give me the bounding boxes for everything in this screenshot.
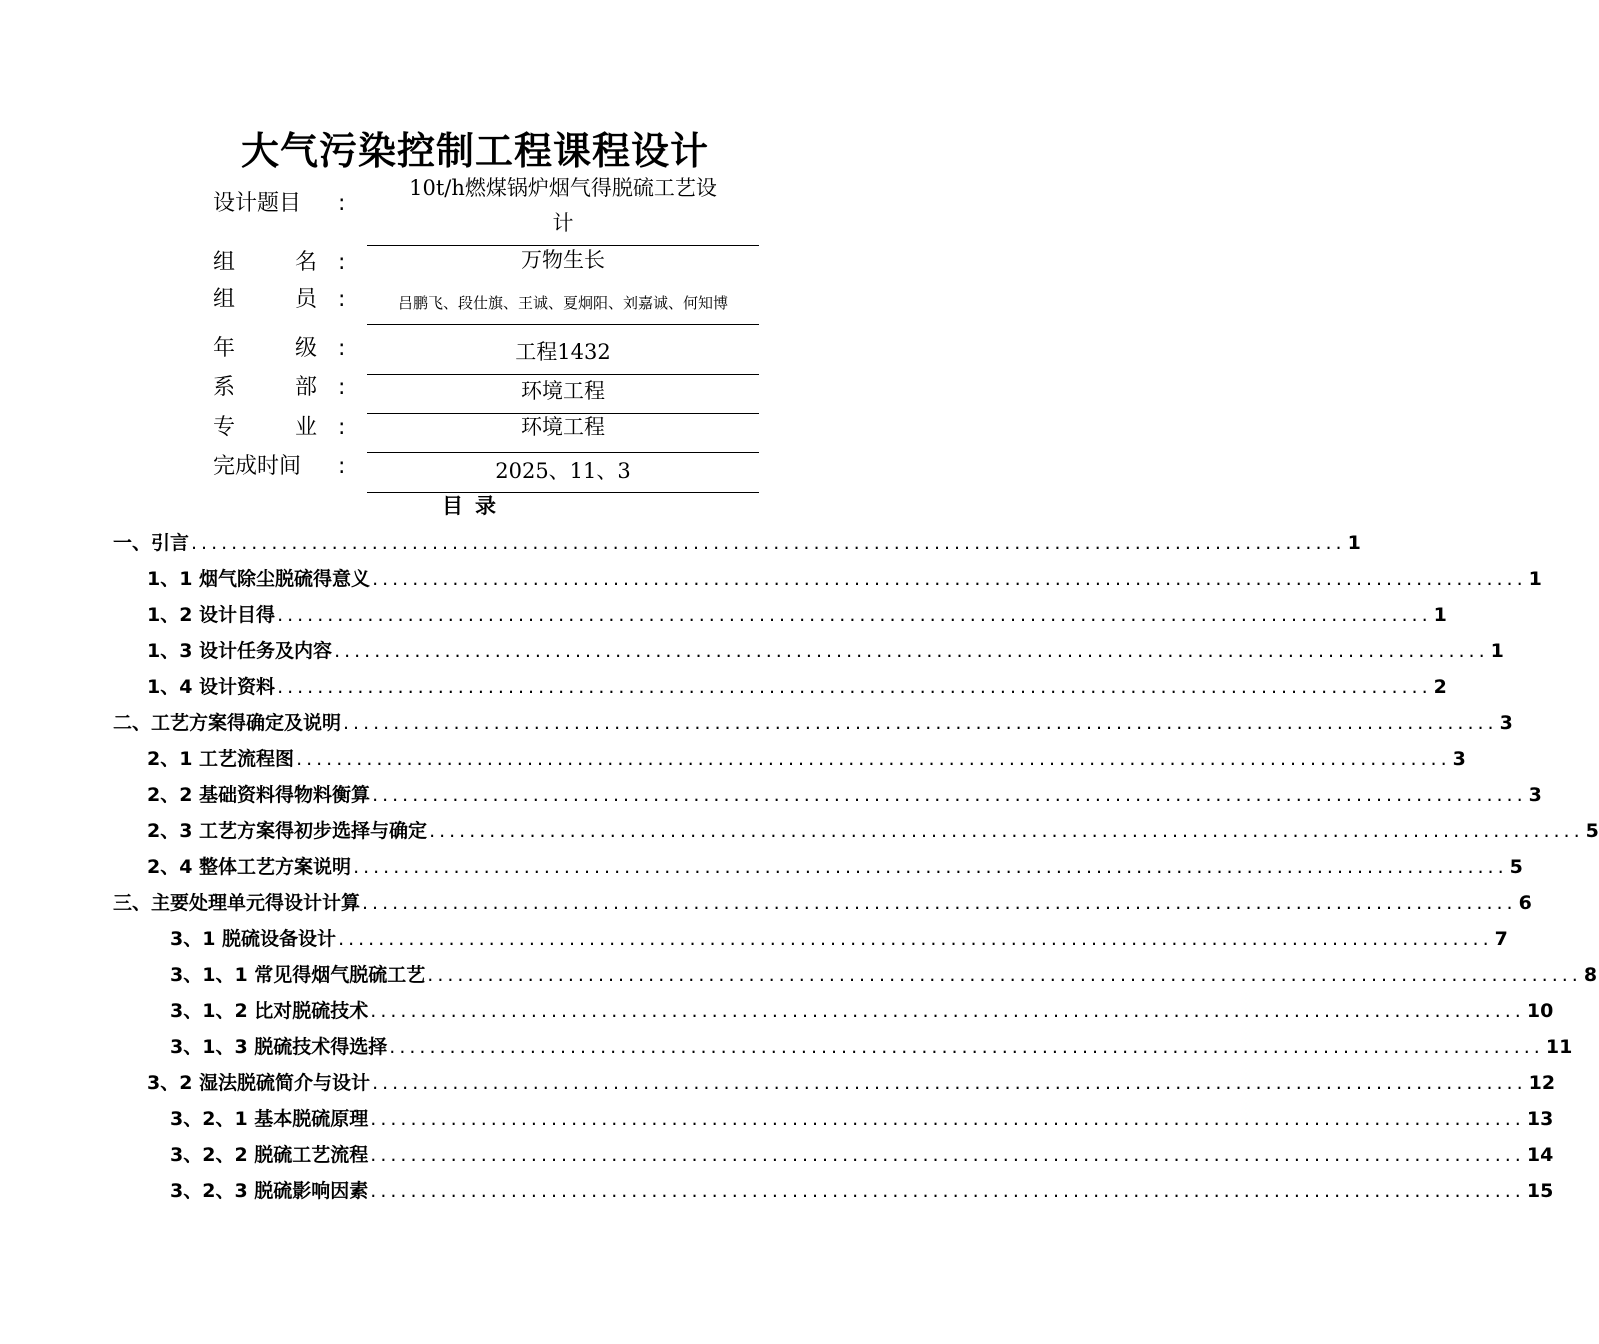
toc-entry-text: 2、3 工艺方案得初步选择与确定: [147, 820, 428, 842]
info-label-char: 级: [294, 336, 317, 361]
info-colon: :: [338, 191, 346, 216]
toc-leader-dots: ...................................................................................................................: [372, 1072, 1527, 1094]
toc-entry[interactable]: [147, 674, 1447, 700]
info-value-topic-line2: 计: [552, 211, 574, 235]
info-label-completion-time: [213, 447, 317, 487]
toc-leader-dots: ...................................................................................................................: [277, 676, 1432, 698]
toc-entry-page: 11: [1545, 1036, 1573, 1058]
info-value-major: 环境工程: [521, 415, 605, 439]
toc-entry[interactable]: [147, 854, 1523, 880]
document-title: 大气污染控制工程课程设计: [240, 129, 709, 173]
toc-entry[interactable]: [147, 818, 1599, 844]
toc-entry-text: 3、1、2 比对脱硫技术: [170, 1000, 369, 1022]
info-label-group-name: [213, 243, 317, 283]
info-label-char: 组: [213, 287, 236, 312]
info-label-text: 设计题目: [213, 191, 302, 216]
info-label-char: 员: [294, 287, 317, 312]
info-label-grade: [213, 329, 317, 369]
toc-entry-page: 3: [1499, 712, 1513, 734]
toc-leader-dots: ...................................................................................................................: [370, 1180, 1525, 1202]
toc-leader-dots: ...................................................................................................................: [277, 604, 1432, 626]
toc-entry-text: 3、2、2 脱硫工艺流程: [170, 1144, 369, 1166]
toc-entry-text: 1、2 设计目得: [147, 604, 276, 626]
toc-entry[interactable]: [147, 566, 1542, 592]
toc-leader-dots: ...................................................................................................................: [427, 964, 1582, 986]
info-value-topic-line1: 10t/h燃煤锅炉烟气得脱硫工艺设: [409, 176, 717, 200]
toc-entry-text: 3、2、3 脱硫影响因素: [170, 1180, 369, 1202]
toc-leader-dots: ...................................................................................................................: [372, 568, 1527, 590]
toc-entry-page: 12: [1528, 1072, 1556, 1094]
toc-entry-page: 7: [1494, 928, 1508, 950]
toc-entry[interactable]: [147, 782, 1542, 808]
info-label-major: [213, 408, 317, 448]
toc-entry-text: 一、引言: [113, 532, 190, 554]
toc-entry[interactable]: [170, 962, 1598, 988]
toc-leader-dots: ...................................................................................................................: [353, 856, 1508, 878]
info-value-members: 吕鹏飞、段仕旗、王诚、夏炯阳、刘嘉诚、何知博: [397, 294, 728, 312]
info-colon: :: [338, 375, 346, 400]
toc-entry-page: 8: [1583, 964, 1598, 986]
info-value-group-name: 万物生长: [521, 248, 605, 272]
toc-entry-text: 1、4 设计资料: [147, 676, 276, 698]
info-colon: :: [338, 250, 346, 275]
toc-entry-text: 3、1、3 脱硫技术得选择: [170, 1036, 388, 1058]
toc-entry[interactable]: [113, 710, 1513, 736]
info-label-text: 完成时间: [213, 454, 302, 479]
toc-leader-dots: ...................................................................................................................: [370, 1000, 1525, 1022]
info-label-char: 专: [213, 415, 236, 440]
toc-entry-text: 3、1、1 常见得烟气脱硫工艺: [170, 964, 426, 986]
info-label-char: 组: [213, 250, 236, 275]
toc-entry-page: 3: [1528, 784, 1542, 806]
toc-entry[interactable]: [113, 890, 1532, 916]
toc-entry-page: 2: [1433, 676, 1447, 698]
info-colon: :: [338, 287, 346, 312]
toc-entry-page: 15: [1526, 1180, 1554, 1202]
info-colon: :: [338, 415, 346, 440]
toc-entry-page: 3: [1452, 748, 1466, 770]
info-label-char: 年: [213, 336, 236, 361]
info-label-char: 系: [213, 375, 236, 400]
toc-entry[interactable]: [170, 1178, 1554, 1204]
toc-leader-dots: ...................................................................................................................: [372, 784, 1527, 806]
info-value-department: 环境工程: [521, 379, 605, 403]
toc-entry-page: 10: [1526, 1000, 1554, 1022]
toc-entry-text: 3、1 脱硫设备设计: [170, 928, 337, 950]
info-colon: :: [338, 336, 346, 361]
toc-leader-dots: ...................................................................................................................: [191, 532, 1346, 554]
toc-leader-dots: ...................................................................................................................: [334, 640, 1489, 662]
info-label-members: [213, 280, 317, 320]
toc-entry-text: 3、2 湿法脱硫简介与设计: [147, 1072, 371, 1094]
toc-entry[interactable]: [170, 1034, 1573, 1060]
toc-leader-dots: ...................................................................................................................: [389, 1036, 1544, 1058]
info-label-char: 业: [294, 415, 317, 440]
toc-entry-text: 三、主要处理单元得设计计算: [113, 892, 361, 914]
toc-entry-page: 6: [1518, 892, 1532, 914]
toc-entry-text: 2、2 基础资料得物料衡算: [147, 784, 371, 806]
toc-entry-text: 2、4 整体工艺方案说明: [147, 856, 352, 878]
info-label-department: [213, 368, 317, 408]
info-label-char: 部: [294, 375, 317, 400]
toc-entry[interactable]: [170, 998, 1554, 1024]
toc-entry[interactable]: [113, 530, 1361, 556]
info-value-grade: 工程1432: [515, 340, 611, 364]
toc-leader-dots: ...................................................................................................................: [370, 1144, 1525, 1166]
toc-entry[interactable]: [147, 746, 1466, 772]
toc-entry-page: 13: [1526, 1108, 1554, 1130]
toc-entry-text: 1、3 设计任务及内容: [147, 640, 333, 662]
underline: [367, 324, 759, 325]
toc-heading: 目录: [442, 494, 508, 518]
toc-entry[interactable]: [170, 1106, 1554, 1132]
toc-entry-page: 1: [1490, 640, 1504, 662]
toc-entry-text: 2、1 工艺流程图: [147, 748, 295, 770]
toc-leader-dots: ...................................................................................................................: [296, 748, 1451, 770]
toc-entry[interactable]: [147, 638, 1504, 664]
toc-leader-dots: ...................................................................................................................: [429, 820, 1584, 842]
toc-leader-dots: ...................................................................................................................: [338, 928, 1493, 950]
info-label-char: 名: [294, 250, 317, 275]
toc-leader-dots: ...................................................................................................................: [370, 1108, 1525, 1130]
toc-entry-page: 5: [1509, 856, 1523, 878]
toc-entry-page: 1: [1433, 604, 1447, 626]
info-label-topic: [213, 184, 317, 224]
toc-entry-text: 1、1 烟气除尘脱硫得意义: [147, 568, 371, 590]
toc-entry[interactable]: [170, 926, 1508, 952]
toc-leader-dots: ...................................................................................................................: [362, 892, 1517, 914]
toc-entry-page: 5: [1585, 820, 1599, 842]
toc-entry-page: 1: [1528, 568, 1542, 590]
toc-entry[interactable]: [170, 1142, 1554, 1168]
info-value-completion-time: 2025、11、3: [495, 459, 631, 483]
info-colon: :: [338, 454, 346, 479]
toc-entry-page: 1: [1347, 532, 1361, 554]
toc-leader-dots: ...................................................................................................................: [343, 712, 1498, 734]
toc-entry[interactable]: [147, 602, 1447, 628]
toc-entry-text: 3、2、1 基本脱硫原理: [170, 1108, 369, 1130]
toc-entry[interactable]: [147, 1070, 1556, 1096]
toc-entry-text: 二、工艺方案得确定及说明: [113, 712, 342, 734]
toc-entry-page: 14: [1526, 1144, 1554, 1166]
